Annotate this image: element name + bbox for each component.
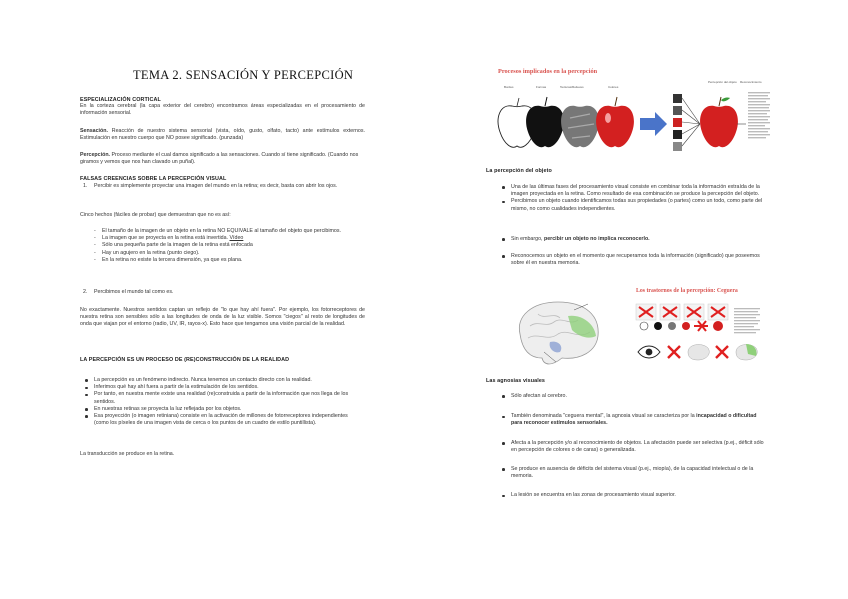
agnosias-heading: Las agnosias visuales bbox=[486, 378, 546, 384]
blindness-row-1 bbox=[636, 304, 728, 320]
label-formas: Formas bbox=[536, 85, 547, 89]
blindness-figure bbox=[508, 286, 776, 366]
apple-black bbox=[526, 106, 564, 147]
list-item: Afecta a la percepción y/o al reconocimiento de objetos. La afectación puede ser selectiva (p.ej., déficit sólo en percepción de colores o de caras) o generalizada. bbox=[497, 440, 767, 454]
list-item: En nuestras retinas se proyecta la luz reflejada por los objetos. bbox=[80, 406, 362, 413]
apple-stages-illustration bbox=[490, 66, 772, 158]
reconstruccion-heading: LA PERCEPCIÓN ES UN PROCESO DE (RE)CONSTRUCCIÓN DE LA REALIDAD bbox=[80, 357, 290, 363]
video-link[interactable]: Vídeo bbox=[229, 235, 244, 242]
transduccion-note: La transducción se produce en la retina. bbox=[80, 451, 175, 457]
objeto-list bbox=[497, 184, 767, 213]
blindness-row-3 bbox=[638, 344, 757, 360]
list-item: Inferimos qué hay ahí fuera a partir de la estimulación de los sentidos. bbox=[80, 384, 362, 391]
label-bordes: Bordes bbox=[504, 85, 514, 89]
percepcion-term: Percepción. bbox=[80, 152, 111, 158]
list-item: Por tanto, en nuestra mente existe una realidad (re)construida a partir de la información que nos llega de los sentidos. bbox=[80, 391, 362, 405]
falsas-intro: Cinco hechos (fáciles de probar) que demuestran que no es así: bbox=[80, 212, 231, 218]
list-item: Sólo afectan al cerebro. bbox=[497, 393, 767, 400]
percepcion-text: Proceso mediante el cual damos significado a las sensaciones. Cuando sí tiene significado. (Cuando nos giramos y vemos que nos han clavado un puñal). bbox=[80, 152, 359, 166]
reconstruccion-list bbox=[80, 377, 362, 427]
figure2-title: Los trastornos de la percepción: Ceguera bbox=[636, 288, 738, 294]
figure1-title: Procesos implicados en la percepción bbox=[498, 68, 598, 75]
specialization-heading: ESPECIALIZACIÓN CORTICAL bbox=[80, 97, 161, 103]
list-item: Esa proyección (o imagen retiniana) consiste en la activación de millones de fotorreceptores independientes (como los píxeles de una imagen vista de cerca o los puntos de un cuadro de estilo puntillista). bbox=[80, 413, 362, 427]
percepcion-definition bbox=[80, 152, 365, 166]
agnosias-list bbox=[497, 393, 767, 500]
apple-red bbox=[596, 106, 634, 147]
label-reconocimiento: Reconocimiento bbox=[740, 80, 762, 84]
sin-embargo-list bbox=[497, 236, 767, 243]
list-item: Se produce en ausencia de déficits del sistema visual (p.ej., miopía), de la capacidad intelectual o de la memoria. bbox=[497, 466, 767, 480]
list-item: - Hay un agujero en la retina (punto ciego). bbox=[88, 250, 363, 257]
list-item: Reconocemos un objeto en el momento que recuperamos toda la información (significado) que poseemos sobre él en nuestra memoria. bbox=[497, 253, 767, 267]
sensacion-text: Reacción de nuestro sistema sensorial (vista, oído, gusto, olfato, tacto) ante estímulos externos. Estimulación en nuestro cuerpo que NO posee significado. (punzada) bbox=[80, 128, 365, 142]
apple-result bbox=[700, 106, 738, 147]
list-item: La percepción es un fenómeno indirecto. Nunca tenemos un contacto directo con la realidad. bbox=[80, 377, 362, 384]
list-item: - Sólo una pequeña parte de la imagen de la retina está enfocada bbox=[88, 242, 363, 249]
facts-list bbox=[88, 228, 363, 264]
objeto-heading: La percepción del objeto bbox=[486, 168, 552, 174]
falsas-list-2 bbox=[80, 289, 360, 296]
list-item: - En la retina no existe la tercera dimensión, ya que es plana. bbox=[88, 257, 363, 264]
label-colores: Colores bbox=[608, 85, 619, 89]
list-item: - El tamaño de la imagen de un objeto en la retina NO EQUIVALE al tamaño del objeto que percibimos. bbox=[88, 228, 363, 235]
label-percepcion-objeto: Percepción del objeto bbox=[708, 80, 737, 84]
falsas-list-1 bbox=[80, 183, 360, 190]
sensacion-term: Sensación. bbox=[80, 128, 108, 134]
list-item: Sin embargo, percibir un objeto no implica reconocerlo. bbox=[497, 236, 767, 243]
list-item: - La imagen que se proyecta en la retina está invertida. Vídeo bbox=[88, 235, 363, 242]
arrow-icon bbox=[640, 112, 667, 136]
sensacion-definition bbox=[80, 128, 365, 142]
list-item: También denominada "ceguera mental", la agnosia visual se caracteriza por la incapacidad o dificultad para reconocer estímulos sensoriales. bbox=[497, 413, 767, 427]
list-item: 1. Percibir es simplemente proyectar una imagen del mundo en la retina; es decir, basta con abrir los ojos. bbox=[83, 183, 338, 189]
reconocemos-list bbox=[497, 253, 767, 267]
not-exactly-paragraph: No exactamente. Nuestros sentidos captan un reflejo de "lo que hay ahí fuera". Por ejemplo, los fotorreceptores de nuestra retina son sensibles sólo a las longitudes de onda de la luz visible. Somos "ciegos" al resto de longitudes de onda que viajan por el entorno (radio, UV, IR, rayos-x). Esto hace que tengamos una visión parcial de la realidad. bbox=[80, 307, 365, 328]
list-item: Percibimos un objeto cuando identificamos todas sus propiedades (o partes) como un todo, como parte del mismo, no como cualidades independientes. bbox=[497, 198, 767, 212]
falsas-heading: FALSAS CREENCIAS SOBRE LA PERCEPCIÓN VISUAL bbox=[80, 176, 227, 182]
processes-figure bbox=[490, 66, 772, 158]
specialization-text: En la corteza cerebral (la capa exterior del cerebro) encontramos áreas especializadas en el procesamiento de información sensorial. bbox=[80, 103, 365, 117]
page-title: TEMA 2. SENSACIÓN Y PERCEPCIÓN bbox=[133, 68, 354, 82]
agnosia-illustration bbox=[508, 286, 776, 366]
list-item: Una de las últimas fases del procesamiento visual consiste en combinar toda la información extraída de la imagen proyectada en la retina. Como resultado de esa combinación se produce la percepción del objeto. bbox=[497, 184, 767, 198]
label-texturas: Texturas/Relieves bbox=[560, 85, 584, 89]
list-item: La lesión se encuentra en las zonas de procesamiento visual superior. bbox=[497, 492, 767, 499]
list-item: 2. Percibimos el mundo tal como es. bbox=[83, 289, 174, 295]
